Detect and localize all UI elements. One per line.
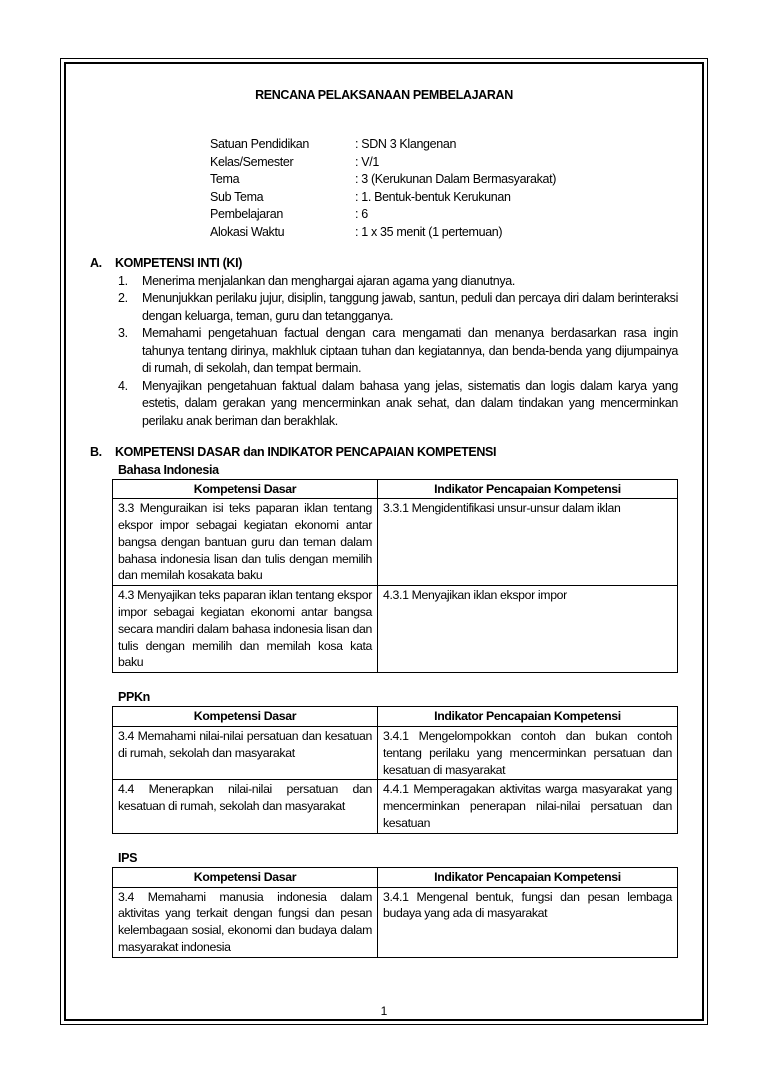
ki-item-text: Menunjukkan perilaku jujur, disiplin, tanggung jawab, santun, peduli dan percaya diri dalam berinteraksi dengan keluarga, teman, guru dan tetangganya. <box>142 291 678 323</box>
section-b-heading <box>90 444 678 462</box>
document-title: RENCANA PELAKSANAAN PEMBELAJARAN <box>255 88 513 102</box>
header-kompetensi-dasar: Kompetensi Dasar <box>113 707 378 727</box>
section-b-title: KOMPETENSI DASAR dan INDIKATOR PENCAPAIAN KOMPETENSI <box>115 445 497 459</box>
indikator-cell: 3.3.1 Mengidentifikasi unsur-unsur dalam iklan <box>378 499 678 586</box>
kompetensi-dasar-cell: 3.4 Memahami manusia indonesia dalam aktivitas yang terkait dengan fungsi dan pesan kelembagaan sosial, ekonomi dan budaya dalam masyarakat indonesia <box>113 887 378 957</box>
header-indikator: Indikator Pencapaian Kompetensi <box>378 479 678 499</box>
table-row <box>113 727 678 780</box>
ki-item-number: 3. <box>118 326 128 340</box>
subjects-container <box>90 462 678 958</box>
table-row <box>113 586 678 673</box>
ki-item-text: Menyajikan pengetahuan faktual dalam bahasa yang jelas, sistematis dan logis dalam karya yang estetis, dalam gerakan yang mencerminkan anak sehat, dan dalam tindakan yang mencerminkan perilaku anak beriman dan berakhlak. <box>142 378 678 428</box>
identity-value: : SDN 3 Klangenan <box>355 137 457 151</box>
table-row <box>113 780 678 833</box>
subject-heading: Bahasa Indonesia <box>118 462 219 477</box>
ki-item <box>118 325 678 378</box>
ki-item <box>118 378 678 431</box>
identity-row <box>210 189 556 207</box>
table-row <box>113 887 678 957</box>
identity-label: Satuan Pendidikan <box>210 137 309 151</box>
ki-item-number: 4. <box>118 378 128 393</box>
section-b-letter: B. <box>90 445 102 459</box>
kompetensi-dasar-cell: 4.4 Menerapkan nilai-nilai persatuan dan kesatuan di rumah, sekolah dan masyarakat <box>113 780 378 833</box>
ki-item-text: Memahami pengetahuan factual dengan cara mengamati dan menanya berdasarkan rasa ingin tahunya tentang dirinya, makhluk ciptaan tuhan dan kegiatannya, dan benda-benda yang dijumpainya di rumah, di sekolah, dan tempat bermain. <box>142 326 678 375</box>
identity-table <box>210 136 556 241</box>
indikator-cell: 4.4.1 Memperagakan aktivitas warga masyarakat yang mencerminkan penerapan nilai-nilai persatuan dan kesatuan <box>378 780 678 833</box>
competency-table <box>112 479 678 674</box>
section-a-title: KOMPETENSI INTI (KI) <box>115 256 243 270</box>
subject-spacer <box>90 673 678 689</box>
ki-item-text: Menerima menjalankan dan menghargai ajaran agama yang dianutnya. <box>142 273 515 288</box>
section-a-heading <box>90 255 678 273</box>
document-body <box>90 88 678 958</box>
identity-row <box>210 171 556 189</box>
competency-table <box>112 867 678 958</box>
identity-row <box>210 136 556 154</box>
header-indikator: Indikator Pencapaian Kompetensi <box>378 867 678 887</box>
identity-row <box>210 206 556 224</box>
kompetensi-dasar-cell: 4.3 Menyajikan teks paparan iklan tentang ekspor impor sebagai kegiatan ekonomi antar bangsa secara mandiri dalam bahasa indonesia lisan dan tulis dengan memilih dan memilah kosa kata baku <box>113 586 378 673</box>
identity-label: Kelas/Semester <box>210 154 294 169</box>
ki-item <box>118 290 678 325</box>
section-a-letter: A. <box>90 256 102 270</box>
table-header-row <box>113 707 678 727</box>
table-row <box>113 499 678 586</box>
identity-value: : 6 <box>355 207 368 221</box>
kompetensi-dasar-cell: 3.4 Memahami nilai-nilai persatuan dan kesatuan di rumah, sekolah dan masyarakat <box>113 727 378 780</box>
indikator-cell: 3.4.1 Mengelompokkan contoh dan bukan contoh tentang perilaku yang mencerminkan persatuan dan kesatuan di masyarakat <box>378 727 678 780</box>
identity-value: : 1 x 35 menit (1 pertemuan) <box>355 224 503 239</box>
subject-heading: IPS <box>118 850 138 865</box>
identity-label: Pembelajaran <box>210 207 283 221</box>
indikator-cell: 4.3.1 Menyajikan iklan ekspor impor <box>378 586 678 673</box>
table-header-row <box>113 867 678 887</box>
subject-heading: PPKn <box>118 690 150 705</box>
subject-spacer <box>90 834 678 850</box>
header-indikator: Indikator Pencapaian Kompetensi <box>378 707 678 727</box>
table-header-row <box>113 479 678 499</box>
identity-value: : 3 (Kerukunan Dalam Bermasyarakat) <box>355 172 557 186</box>
identity-row <box>210 154 556 172</box>
header-kompetensi-dasar: Kompetensi Dasar <box>113 479 378 499</box>
identity-label: Tema <box>210 172 240 186</box>
identity-label: Sub Tema <box>210 189 264 204</box>
ki-item-number: 2. <box>118 291 128 305</box>
identity-value: : 1. Bentuk-bentuk Kerukunan <box>355 189 511 204</box>
identity-label: Alokasi Waktu <box>210 224 285 239</box>
identity-row <box>210 224 556 242</box>
kompetensi-inti-list <box>90 273 678 431</box>
ki-item <box>118 273 678 291</box>
kompetensi-dasar-cell: 3.3 Menguraikan isi teks paparan iklan tentang ekspor impor sebagai kegiatan ekonomi antar bangsa dengan bantuan guru dan teman dalam bahasa indonesia lisan dan tulis dengan memilih dan memilah kosakata baku <box>113 499 378 586</box>
competency-table <box>112 706 678 834</box>
indikator-cell: 3.4.1 Mengenal bentuk, fungsi dan pesan lembaga budaya yang ada di masyarakat <box>378 887 678 957</box>
identity-value: : V/1 <box>355 154 379 169</box>
page-number: 1 <box>380 1004 388 1018</box>
ki-item-number: 1. <box>118 273 128 288</box>
header-kompetensi-dasar: Kompetensi Dasar <box>113 867 378 887</box>
